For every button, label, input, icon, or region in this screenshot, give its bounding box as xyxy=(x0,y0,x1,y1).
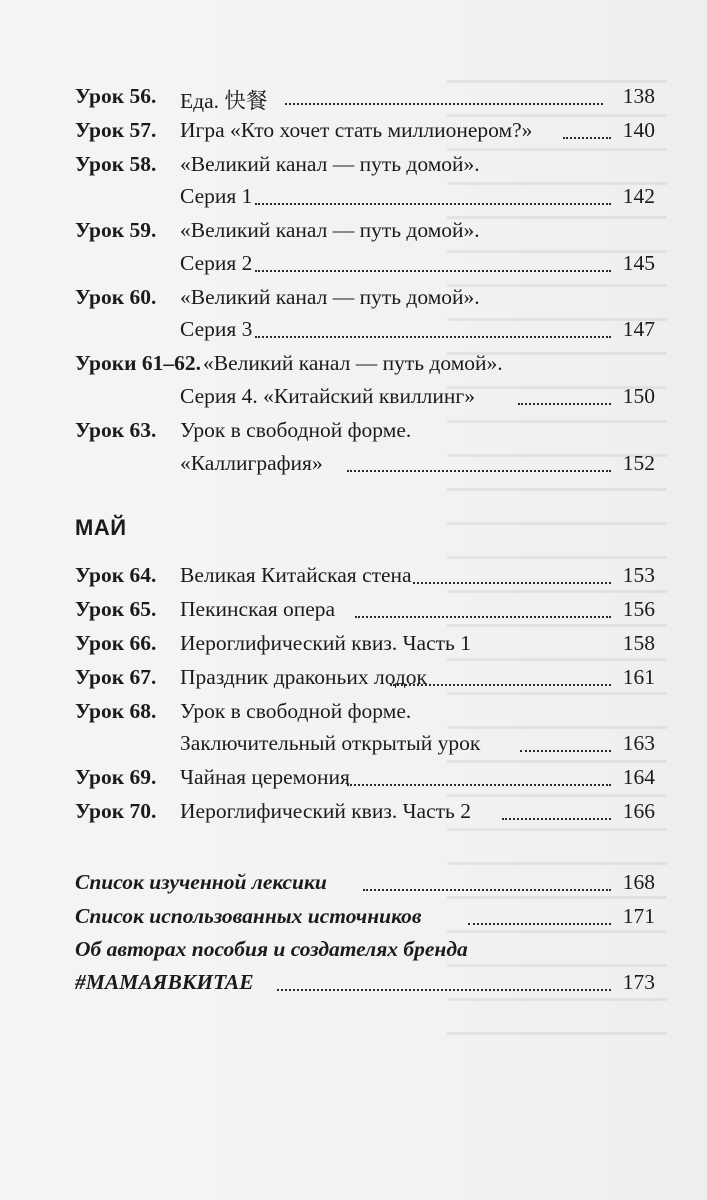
toc-entry xyxy=(75,870,655,900)
dot-leader xyxy=(285,103,603,105)
lesson-number: Урок 68. xyxy=(75,699,157,723)
lesson-title: Урок в свободной форме. xyxy=(180,418,412,442)
lesson-title: «Великий канал — путь домой». xyxy=(180,285,480,309)
dot-leader xyxy=(518,403,611,405)
backmatter-title-continuation: #МАМАЯВКИТАЕ xyxy=(75,970,254,994)
dot-leader xyxy=(347,470,611,472)
toc-entry xyxy=(75,765,655,795)
lesson-number: Урок 64. xyxy=(75,563,157,587)
page-number: 152 xyxy=(622,451,655,475)
dot-leader xyxy=(413,582,611,584)
lesson-title: Урок в свободной форме. xyxy=(180,699,412,723)
toc-entry-continuation xyxy=(75,970,655,1000)
dot-leader xyxy=(520,750,611,752)
lesson-title-continuation: Серия 3 xyxy=(180,317,253,341)
page-number: 173 xyxy=(622,970,655,994)
toc-entry xyxy=(75,904,655,934)
lesson-title: Праздник драконьих лодок xyxy=(180,665,427,689)
dot-leader xyxy=(355,616,611,618)
page-number: 145 xyxy=(622,251,655,275)
toc-entry-continuation xyxy=(75,384,655,414)
lesson-number: Урок 56. xyxy=(75,84,157,108)
toc-entry-continuation xyxy=(75,451,655,481)
lesson-number: Урок 67. xyxy=(75,665,157,689)
backmatter-title: Список изученной лексики xyxy=(75,870,327,894)
toc-entry xyxy=(75,563,655,593)
dot-leader xyxy=(255,203,611,205)
dot-leader xyxy=(255,270,611,272)
lesson-number: Урок 63. xyxy=(75,418,157,442)
lesson-title-continuation: Заключительный открытый урок xyxy=(180,731,481,755)
page-number: 164 xyxy=(622,765,655,789)
page-number: 153 xyxy=(622,563,655,587)
toc-entry-continuation xyxy=(75,251,655,281)
page-number: 140 xyxy=(622,118,655,142)
page-number: 171 xyxy=(622,904,655,928)
lesson-title: «Великий канал — путь домой». xyxy=(180,218,480,242)
toc-entry xyxy=(75,118,655,148)
page-number: 147 xyxy=(622,317,655,341)
dot-leader xyxy=(502,818,611,820)
dot-leader xyxy=(277,989,611,991)
lesson-title: Иероглифический квиз. Часть 1 xyxy=(180,631,471,655)
lesson-number: Урок 69. xyxy=(75,765,157,789)
lesson-title: «Великий канал — путь домой». xyxy=(203,351,503,375)
toc-entry-continuation xyxy=(75,317,655,347)
dot-leader xyxy=(390,684,611,686)
backmatter-title: Об авторах пособия и создателях бренда xyxy=(75,937,468,961)
page-number: 163 xyxy=(622,731,655,755)
toc-entry xyxy=(75,84,655,114)
lesson-number: Урок 65. xyxy=(75,597,157,621)
toc-entry xyxy=(75,631,655,661)
section-heading: МАЙ xyxy=(75,515,127,540)
toc-entry xyxy=(75,152,655,182)
toc-entry xyxy=(75,699,655,729)
lesson-title-continuation: Серия 4. «Китайский квиллинг» xyxy=(180,384,475,408)
toc-entry-continuation xyxy=(75,184,655,214)
lesson-number: Урок 70. xyxy=(75,799,157,823)
page-number: 150 xyxy=(622,384,655,408)
toc-entry xyxy=(75,218,655,248)
lesson-title-continuation: Серия 2 xyxy=(180,251,253,275)
lesson-title: Чайная церемония xyxy=(180,765,350,789)
lesson-title: Великая Китайская стена xyxy=(180,563,412,587)
dot-leader xyxy=(255,336,611,338)
toc-entry xyxy=(75,351,655,381)
dot-leader xyxy=(563,137,611,139)
toc-entry xyxy=(75,285,655,315)
lesson-title: Пекинская опера xyxy=(180,597,336,621)
dot-leader xyxy=(468,923,611,925)
page-number: 168 xyxy=(622,870,655,894)
lesson-number: Урок 66. xyxy=(75,631,157,655)
toc-entry-continuation xyxy=(75,731,655,761)
dot-leader xyxy=(347,784,611,786)
page-number: 158 xyxy=(622,631,655,655)
lesson-number: Урок 59. xyxy=(75,218,157,242)
lesson-number: Уроки 61–62. xyxy=(75,351,201,375)
toc-entry xyxy=(75,665,655,695)
lesson-title: Иероглифический квиз. Часть 2 xyxy=(180,799,471,823)
page-number: 161 xyxy=(622,665,655,689)
page-number: 138 xyxy=(622,84,655,108)
page-number: 142 xyxy=(622,184,655,208)
lesson-title: Еда. 快餐 xyxy=(180,89,268,113)
lesson-title-continuation: Серия 1 xyxy=(180,184,253,208)
dot-leader xyxy=(363,889,611,891)
page-number: 166 xyxy=(622,799,655,823)
backmatter-title: Список использованных источников xyxy=(75,904,422,928)
lesson-title-continuation: «Каллиграфия» xyxy=(180,451,323,475)
toc-entry xyxy=(75,597,655,627)
lesson-title: «Великий канал — путь домой». xyxy=(180,152,480,176)
toc-entry xyxy=(75,937,655,967)
lesson-number: Урок 60. xyxy=(75,285,157,309)
lesson-number: Урок 57. xyxy=(75,118,157,142)
toc-entry xyxy=(75,799,655,829)
lesson-title: Игра «Кто хочет стать миллионером?» xyxy=(180,118,533,142)
toc-entry xyxy=(75,418,655,448)
lesson-number: Урок 58. xyxy=(75,152,157,176)
page-number: 156 xyxy=(622,597,655,621)
